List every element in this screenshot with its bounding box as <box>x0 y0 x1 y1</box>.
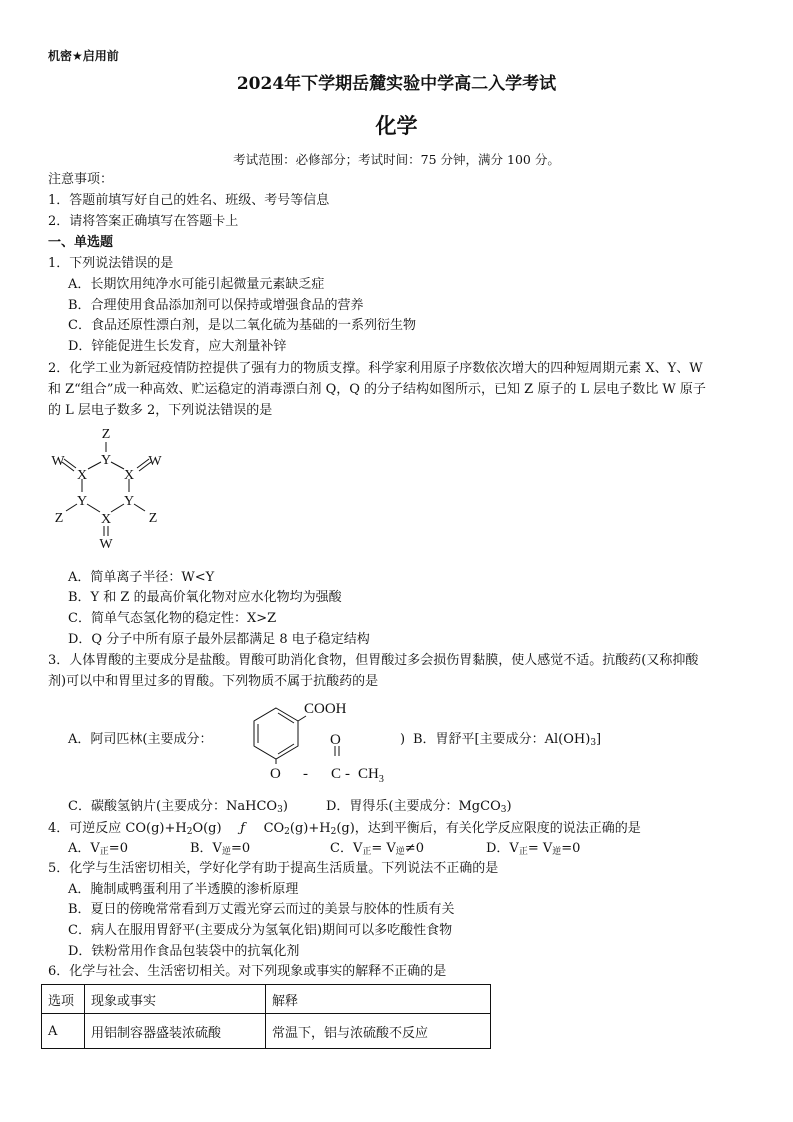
q1-option-a: A．长期饮用纯净水可能引起微量元素缺乏症 <box>68 277 325 292</box>
q4-option-b <box>190 840 250 861</box>
atom-x-right: X <box>123 468 135 483</box>
q4-b-pre: B．V <box>190 841 222 856</box>
atom-z-right: Z <box>148 511 158 526</box>
q4-c-post: ≠0 <box>404 841 424 856</box>
q3-option-b <box>413 731 601 752</box>
q4-sub: 2 <box>284 827 290 837</box>
q3-option-c-end: ) <box>282 799 288 814</box>
q5-option-b: B．夏日的傍晚常常看到万丈霞光穿云而过的美景与胶体的性质有关 <box>68 902 455 917</box>
q5-option-c: C．病人在服用胃舒平(主要成分为氢氧化铝)期间可以多吃酸性食物 <box>68 923 453 938</box>
table-cell: 用铝制容器盛装浓硫酸 <box>85 1014 266 1049</box>
table-cell: 常温下，铝与浓硫酸不反应 <box>266 1014 491 1049</box>
q4-stem-part: CO <box>263 821 285 836</box>
q4-d-sub: 逆 <box>552 847 562 857</box>
q3-option-d-end: ) <box>506 799 512 814</box>
q3-option-d <box>326 798 512 819</box>
confidential-label: 机密★启用前 <box>48 49 119 63</box>
q5-option-a: A．腌制咸鸭蛋利用了半透膜的渗析原理 <box>68 882 299 897</box>
q4-sub: 2 <box>186 827 193 837</box>
q4-a-post: =0 <box>108 841 128 856</box>
q3-option-c <box>68 798 288 819</box>
bond-dash-2: - <box>345 766 350 782</box>
bond-dash-1: - <box>303 766 308 782</box>
atom-w-right: W <box>148 454 162 469</box>
aspirin-structure <box>226 694 398 786</box>
q3-option-b-sub: 3 <box>590 738 597 748</box>
table-header-cell: 解释 <box>266 985 491 1014</box>
q4-stem-part: 4．可逆反应 CO(g)+H <box>48 821 187 836</box>
q2-molecule-structure <box>40 422 180 552</box>
q4-b-sub: 逆 <box>221 847 231 857</box>
q4-option-d <box>486 840 580 861</box>
methyl-ch: CH <box>358 766 379 782</box>
cooh-group: COOH <box>304 701 347 717</box>
svg-text:CH3 <box>358 766 384 785</box>
q4-d-pre: D．V <box>486 841 519 856</box>
table-header-row <box>42 985 491 1014</box>
question-4-stem <box>48 820 641 841</box>
q4-option-a <box>68 840 128 861</box>
q1-option-b: B．合理使用食品添加剂可以保持或增强食品的营养 <box>68 298 364 313</box>
q3-option-d-sub: 3 <box>500 805 507 815</box>
atom-x-bottom: X <box>100 512 112 527</box>
table-row <box>42 1014 491 1049</box>
q4-c-sub: 正 <box>362 847 372 857</box>
q4-d-mid: = V <box>527 841 553 856</box>
question-3-line2: 剂)可以中和胃里过多的胃酸。下列物质不属于抗酸药的是 <box>48 674 379 689</box>
section-heading: 一、单选题 <box>48 235 114 250</box>
notes-heading: 注意事项： <box>48 172 114 187</box>
q4-a-pre: A．V <box>68 841 100 856</box>
exam-range: 考试范围：必修部分；考试时间：75 分钟，满分 100 分。 <box>233 152 560 167</box>
q3-option-d-text: D．胃得乐(主要成分：MgCO <box>326 799 501 814</box>
atom-y-right: Y <box>123 494 135 509</box>
question-1-stem: 1．下列说法错误的是 <box>48 256 174 271</box>
atom-y-left: Y <box>76 494 88 509</box>
question-6-stem: 6．化学与社会、生活密切相关。对下列现象或事实的解释不正确的是 <box>48 964 447 979</box>
atom-z-left: Z <box>54 511 64 526</box>
table-header-cell: 选项 <box>42 985 85 1014</box>
question-3-line1: 3．人体胃酸的主要成分是盐酸。胃酸可助消化食物，但胃酸过多会损伤胃黏膜，使人感觉不适。抗酸药(又称抑酸 <box>48 653 699 668</box>
q5-option-d: D．铁粉常用作食品包装袋中的抗氧化剂 <box>68 944 300 959</box>
table-cell: A <box>42 1014 85 1049</box>
atom-y-top: Y <box>100 453 112 468</box>
question-2-line2: 和 Z“组合”成一种高效、贮运稳定的消毒漂白剂 Q，Q 的分子结构如图所示，已知 Z 原子的 L 层电子数比 W 原子 <box>48 382 706 397</box>
question-2-line3: 的 L 层电子数多 2，下列说法错误的是 <box>48 403 273 418</box>
q4-stem-part: O(g) <box>192 821 222 836</box>
q4-sub: 2 <box>330 827 337 837</box>
q4-option-c <box>330 840 424 861</box>
atom-w-bottom: W <box>99 537 113 552</box>
q3-option-b-end: ] <box>596 732 602 747</box>
carbonyl-oxygen: O <box>330 732 341 748</box>
q2-option-d: D．Q 分子中所有原子最外层都满足 8 电子稳定结构 <box>68 632 370 647</box>
atom-x-left: X <box>76 468 88 483</box>
question-2-line1: 2．化学工业为新冠疫情防控提供了强有力的物质支撑。科学家利用原子序数依次增大的四种短周期元素 X、Y、W <box>48 361 703 376</box>
question-5-stem: 5．化学与生活密切相关，学好化学有助于提高生活质量。下列说法不正确的是 <box>48 861 499 876</box>
equilibrium-arrow: ƒ <box>240 821 245 836</box>
q4-c-mid: = V <box>371 841 396 856</box>
q3-option-b-text: B．胃舒平[主要成分：Al(OH) <box>413 732 591 747</box>
methyl-sub: 3 <box>378 774 384 785</box>
subject-title: 化学 <box>375 114 418 138</box>
q4-d-post: =0 <box>561 841 581 856</box>
note-item: 2．请将答案正确填写在答题卡上 <box>48 214 239 229</box>
q2-option-a: A．简单离子半径：W<Y <box>68 570 215 585</box>
q4-d-sub: 正 <box>518 847 528 857</box>
q1-option-d: D．锌能促进生长发育，应大剂量补锌 <box>68 339 287 354</box>
table-header-cell: 现象或事实 <box>85 985 266 1014</box>
carbon-atom: C <box>331 766 342 782</box>
q3-option-c-sub: 3 <box>277 805 283 815</box>
q3-option-a-close: ) <box>400 732 406 747</box>
q4-b-post: =0 <box>230 841 251 856</box>
q4-c-sub: 逆 <box>395 847 405 857</box>
q4-stem-part: (g)+H <box>289 821 331 836</box>
atom-w-left: W <box>51 454 65 469</box>
q6-table <box>41 984 491 1049</box>
q3-option-c-text: C．碳酸氢钠片(主要成分：NaHCO <box>68 799 278 814</box>
q4-a-sub: 正 <box>99 847 109 857</box>
q2-option-c: C．简单气态氢化物的稳定性：X>Z <box>68 611 277 626</box>
exam-title: 2024年下学期岳麓实验中学高二入学考试 <box>236 74 557 94</box>
atom-z-top: Z <box>101 427 111 442</box>
q2-option-b: B．Y 和 Z 的最高价氧化物对应水化物均为强酸 <box>68 590 342 605</box>
q1-option-c: C．食品还原性漂白剂，是以二氧化硫为基础的一系列衍生物 <box>68 318 416 333</box>
q4-stem-part: (g)，达到平衡后，有关化学反应限度的说法正确的是 <box>336 821 641 836</box>
ester-oxygen: O <box>270 766 281 782</box>
note-item: 1．答题前填写好自己的姓名、班级、考号等信息 <box>48 193 330 208</box>
q3-option-a-label: A．阿司匹林(主要成分： <box>68 732 213 747</box>
q4-c-pre: C．V <box>330 841 363 856</box>
